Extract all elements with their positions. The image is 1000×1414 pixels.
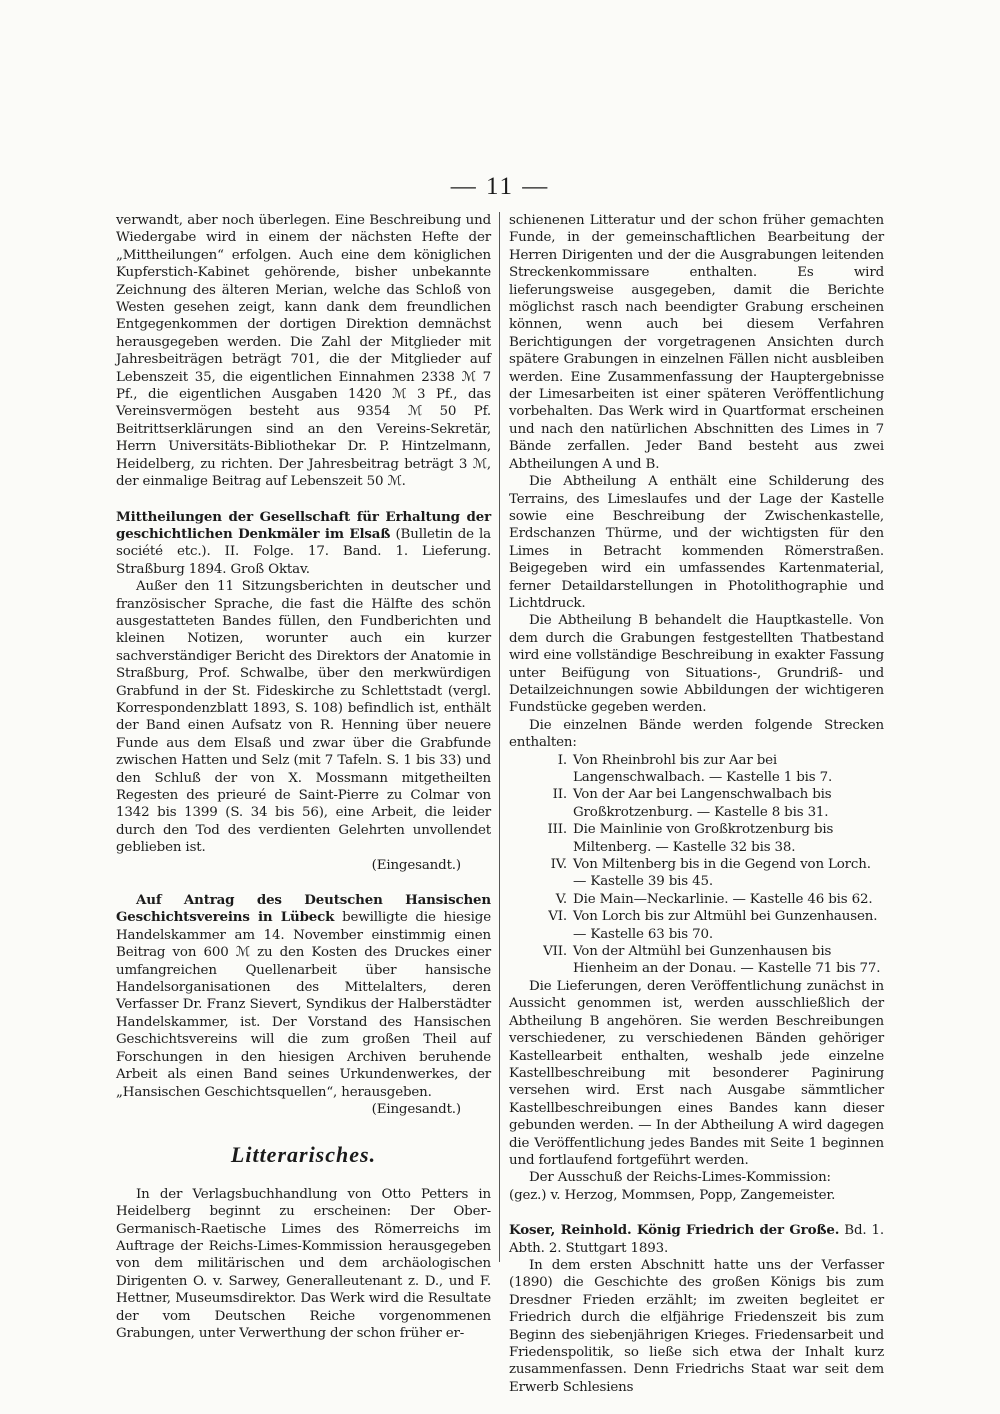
signed-note: (Eingesandt.) [371, 1101, 461, 1117]
paragraph-abtheilung-b: Die Abtheilung B behandelt die Hauptkastelle. Von dem durch die Grabungen festgestellten Thatbestand wird eine vollständige Beschreibung in exakter Fassung unter Beifügung von Situations-, Grundriß- und Detailzeichnungen sowie Abbildungen der wichtigeren Fundstücke gegeben werden. [509, 613, 884, 716]
route-item [509, 908, 884, 943]
section-heading: Litterarisches. [230, 1142, 377, 1168]
route-item [509, 821, 884, 856]
route-item [509, 891, 884, 908]
left-continuation-paragraph: verwandt, aber noch überlegen. Eine Beschreibung und Wiedergabe wird in einem der nächsten Hefte der „Mittheilungen“ erfolgen. Auch eine dem königlichen Kupferstich-Kabinet gehörende, bisher unbekannte Zeichnung des älteren Merian, welche das Schloß von Westen gesehen zeigt, kann dank dem freundlichen Entgegenkommen der dortigen Direktion demnächst herausgegeben werden. Die Zahl der Mitglieder mit Jahresbeiträgen beträgt 701, die der Mitglieder auf Lebenszeit 35, die eigentlichen Einnahmen 2338 ℳ 7 Pf., die eigentlichen Ausgaben 1420 ℳ 3 Pf., das Vereinsvermögen besteht aus 9354 ℳ 50 Pf. Beitrittserklärungen sind an den Vereins-Sekretär, Herrn Universitäts-Bibliothekar Dr. P. Hintzelmann, Heidelberg, zu richten. Der Jahresbeitrag beträgt 3 ℳ, der einmalige Beitrag auf Lebenszeit 50 ℳ. [116, 213, 491, 490]
spacer [116, 874, 491, 892]
route-text: Von der Altmühl bei Gunzenhausen bis Hienheim an der Donau. — Kastelle 71 bis 77. [573, 944, 881, 977]
signatories: (gez.) v. Herzog, Mommsen, Popp, Zangemeister. [509, 1187, 836, 1203]
entry-mittheilungen-body: Außer den 11 Sitzungsberichten in deutscher und französischer Sprache, die fast die Hälfte des schön ausgestatteten Bandes füllen, den Fundberichten und kleinen Notizen, worunter auch ein kurzer sachverständiger Bericht des Direktors der Anatomie in Straßburg, Prof. Schwalbe, über den merkwürdigen Grabfund in der St. Fideskirche zu Schlettstadt (vergl. Korrespondenzblatt 1893, S. 108) befindlich ist, enthält der Band einen Aufsatz von R. Henning über neuere Funde aus dem Elsaß und zwar über die Grabfunde zwischen Hatten und Selz (mit 7 Tafeln. S. 1 bis 33) und den Schluß der von X. Mossmann mitgetheilten Regesten des prieuré de Saint-Pierre zu Colmar von 1342 bis 1399 (S. 34 bis 56), eine Arbeit, die leider durch den Tod des verdienten Gelehrten unvollendet geblieben ist. [116, 579, 491, 856]
route-text: Von Miltenberg bis in die Gegend von Lorch. — Kastelle 39 bis 45. [573, 857, 871, 890]
route-number: V. [555, 891, 567, 907]
column-divider [499, 212, 500, 1262]
signed-note: (Eingesandt.) [371, 857, 461, 873]
route-item [509, 786, 884, 821]
route-number: IV. [550, 857, 567, 873]
route-item [509, 856, 884, 891]
route-item [509, 752, 884, 787]
route-text: Die Main—Neckarlinie. — Kastelle 46 bis 62. [573, 891, 873, 907]
route-text: Die Mainlinie von Großkrotzenburg bis Miltenberg. — Kastelle 32 bis 38. [573, 822, 834, 855]
right-continuation-paragraph: schienenen Litteratur und der schon früher gemachten Funde, in der gemeinschaftlichen Bearbeitung der Herren Dirigenten und der die Ausgrabungen leitenden Streckenkommissare enthalten. Es wird lieferungsweise ausgegeben, damit die Berichte möglichst rasch nach beendigter Grabung erscheinen können, wenn auch bei diesem Verfahren Berichtigungen der vorgetragenen Ansichten durch spätere Grabungen in einzelnen Fällen nicht ausbleiben werden. Eine Zusammenfassung der Hauptergebnisse der Limesarbeiten ist einer späteren Veröffentlichung vorbehalten. Das Werk wird in Quartformat erscheinen und nach den natürlichen Abschnitten des Limes in 7 Bände zerfallen. Jeder Band besteht aus zwei Abtheilungen A und B. [509, 213, 884, 472]
spacer [116, 1118, 491, 1136]
route-list [509, 752, 884, 978]
route-item [509, 943, 884, 978]
entry-title: Auf Antrag des Deutschen Hansischen Geschichtsvereins in Lübeck [116, 892, 491, 926]
paragraph-list-intro: Die einzelnen Bände werden folgende Strecken enthalten: [509, 717, 884, 751]
entry-reference: Bd. 1. Abth. 2. Stuttgart 1893. [509, 1223, 884, 1256]
spacer [509, 1204, 884, 1222]
route-number: III. [547, 822, 567, 838]
entry-mittheilungen [116, 509, 491, 579]
route-number: I. [557, 752, 567, 768]
paragraph-abtheilung-a: Die Abtheilung A enthält eine Schilderung des Terrains, des Limeslaufes und der Lage der Kastelle sowie eine Beschreibung der Zwischenkastelle, Erdschanzen Thürme, und der wichtigsten für den Limes in Betracht kommenden Römerstraßen. Beigegeben wird ein umfassendes Kartenmaterial, ferner Detaildarstellungen in Photolithographie und Lichtdruck. [509, 474, 884, 611]
entry-title: Koser, Reinhold. König Friedrich der Große. [509, 1222, 840, 1239]
left-column [116, 212, 491, 1342]
paragraph-deliveries: Die Lieferungen, deren Veröffentlichung zunächst in Aussicht genommen ist, werden ausschließlich der Abtheilung B angehören. Sie werden Beschreibungen verschiedener, zu verschiedenen Bänden gehöriger Kastellearbeit enthalten, weshalb jede einzelne Kastellbeschreibung mit besonderer Paginirung versehen wird. Erst nach Ausgabe sämmtlicher Kastellbeschreibungen eines Bandes kann dieser gebunden werden. — In der Abtheilung A wird dagegen die Veröffentlichung jedes Bandes mit Seite 1 beginnen und fortlaufend fortgeführt werden. [509, 978, 884, 1168]
entry-koser [509, 1222, 884, 1257]
spacer [116, 491, 491, 509]
entry-body: bewilligte die hiesige Handelskammer am 14. November einstimmig einen Beitrag von 600 ℳ zu den Kosten des Druckes einer umfangreichen Quellenarbeit über hansische Handelsorganisationen des Mittelalters, deren Verfasser Dr. Franz Sievert, Syndikus der Halberstädter Handelskammer, ist. Der Vorstand des Hansischen Geschichtsvereins will die zum großen Theil auf Forschungen in den hiesigen Archiven beruhende Arbeit als einen Band seines Urkundenwerkes, der „Hansischen Geschichtsquellen“, herausgeben. [116, 910, 491, 1100]
right-column [509, 212, 884, 1396]
route-number: II. [552, 787, 567, 803]
paragraph-committee: Der Ausschuß der Reichs-Limes-Kommission: [529, 1170, 831, 1186]
entry-hansischer-geschichtsverein [116, 892, 491, 1101]
page-number: — 11 — [450, 173, 550, 200]
route-text: Von der Aar bei Langenschwalbach bis Großkrotzenburg. — Kastelle 8 bis 31. [573, 787, 832, 820]
route-number: VI. [548, 909, 567, 925]
literature-paragraph: In der Verlagsbuchhandlung von Otto Petters in Heidelberg beginnt zu erscheinen: Der Ober-Germanisch-Raetische Limes des Römerreichs im Auftrage der Reichs-Limes-Kommission herausgegeben von dem militärischen und dem archäologischen Dirigenten O. v. Sarwey, Generalleutenant z. D., und F. Hettner, Museumsdirektor. Das Werk wird die Resultate der vom Deutschen Reiche vorgenommenen Grabungen, unter Verwerthung der schon früher er- [116, 1186, 491, 1341]
entry-title: Mittheilungen der Gesellschaft für Erhaltung der geschichtlichen Denkmäler im Elsaß [116, 508, 491, 542]
route-text: Von Lorch bis zur Altmühl bei Gunzenhausen. — Kastelle 63 bis 70. [573, 909, 878, 942]
entry-koser-body: In dem ersten Abschnitt hatte uns der Verfasser (1890) die Geschichte des großen Königs bis zum Dresdner Frieden erzählt; im zweiten begleitet er Friedrich durch die elfjährige Friedenszeit bis zum Beginn des siebenjährigen Krieges. Friedensarbeit und Friedenspolitik, so ließe sich etwa der Inhalt kurz zusammenfassen. Denn Friedrichs Staat war seit dem Erwerb Schlesiens [509, 1257, 884, 1395]
route-text: Von Rheinbrohl bis zur Aar bei Langenschwalbach. — Kastelle 1 bis 7. [573, 752, 833, 785]
route-number: VII. [543, 944, 567, 960]
entry-reference: (Bulletin de la société etc.). II. Folge. 17. Band. 1. Lieferung. Straßburg 1894. Groß Oktav. [116, 526, 491, 577]
